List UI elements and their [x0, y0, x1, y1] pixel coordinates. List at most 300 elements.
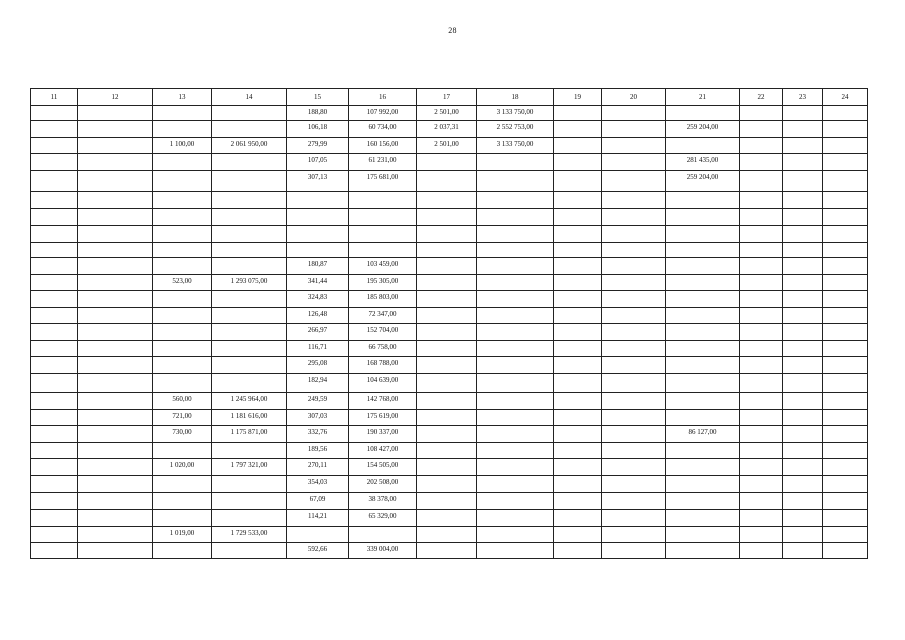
table-cell: [783, 459, 823, 476]
table-cell: [477, 357, 554, 374]
column-header: 20: [602, 89, 666, 106]
table-cell: [554, 476, 602, 493]
table-row: [31, 459, 868, 476]
table-cell: [31, 291, 78, 308]
table-cell: [554, 510, 602, 527]
table-row: [31, 527, 868, 543]
table-cell: [31, 493, 78, 510]
table-cell: [31, 106, 78, 121]
table-cell: [78, 393, 153, 410]
table-cell: [602, 527, 666, 543]
table-cell: [554, 291, 602, 308]
table-cell: [417, 171, 477, 192]
table-cell: [602, 275, 666, 291]
table-cell: [740, 171, 783, 192]
table-cell: [554, 527, 602, 543]
table-row: [31, 443, 868, 459]
table-cell: [31, 476, 78, 493]
table-cell: [78, 171, 153, 192]
table-cell: [417, 258, 477, 275]
table-cell: 66 758,00: [349, 341, 417, 357]
table-cell: [477, 154, 554, 171]
table-cell: [602, 209, 666, 226]
table-cell: [823, 258, 868, 275]
table-cell: [666, 493, 740, 510]
table-cell: [554, 493, 602, 510]
table-cell: [823, 426, 868, 443]
table-cell: [417, 209, 477, 226]
table-cell: [287, 209, 349, 226]
table-cell: [417, 308, 477, 324]
table-row: [31, 308, 868, 324]
table-cell: [783, 341, 823, 357]
table-cell: [31, 510, 78, 527]
table-cell: [740, 275, 783, 291]
table-cell: [153, 324, 212, 341]
table-cell: [212, 543, 287, 559]
table-cell: [823, 393, 868, 410]
table-cell: [666, 459, 740, 476]
table-cell: [602, 192, 666, 209]
table-cell: [666, 393, 740, 410]
table-cell: [417, 226, 477, 243]
table-cell: [417, 357, 477, 374]
table-cell: [212, 443, 287, 459]
table-cell: [823, 324, 868, 341]
table-cell: [417, 374, 477, 393]
column-header: 12: [78, 89, 153, 106]
table-cell: [78, 543, 153, 559]
table-cell: [417, 443, 477, 459]
table-cell: [78, 374, 153, 393]
table-cell: [417, 192, 477, 209]
table-cell: [823, 226, 868, 243]
table-cell: [823, 192, 868, 209]
table-cell: [554, 154, 602, 171]
table-cell: 560,00: [153, 393, 212, 410]
table-cell: [212, 341, 287, 357]
table-cell: [602, 138, 666, 154]
table-cell: 1 729 533,00: [212, 527, 287, 543]
table-cell: [31, 275, 78, 291]
table-cell: [554, 171, 602, 192]
table-cell: [666, 209, 740, 226]
table-cell: [602, 393, 666, 410]
table-cell: [783, 275, 823, 291]
table-row: [31, 493, 868, 510]
table-cell: [78, 192, 153, 209]
table-cell: [740, 209, 783, 226]
table-cell: [287, 226, 349, 243]
table-cell: [153, 443, 212, 459]
table-cell: [477, 510, 554, 527]
table-cell: [740, 357, 783, 374]
table-cell: [477, 426, 554, 443]
table-cell: [212, 291, 287, 308]
table-cell: 188,80: [287, 106, 349, 121]
table-row: [31, 171, 868, 192]
table-cell: [783, 291, 823, 308]
table-cell: 1 100,00: [153, 138, 212, 154]
table-row: [31, 275, 868, 291]
table-cell: [823, 493, 868, 510]
table-cell: [78, 121, 153, 138]
table-cell: 86 127,00: [666, 426, 740, 443]
table-cell: [212, 476, 287, 493]
table-cell: [740, 410, 783, 426]
table-cell: [554, 357, 602, 374]
table-cell: 307,03: [287, 410, 349, 426]
table-cell: [78, 138, 153, 154]
table-cell: [666, 527, 740, 543]
table-cell: 107,05: [287, 154, 349, 171]
table-cell: 202 508,00: [349, 476, 417, 493]
table-cell: [823, 510, 868, 527]
table-cell: [349, 209, 417, 226]
table-cell: [417, 410, 477, 426]
table-cell: [477, 493, 554, 510]
column-header: 19: [554, 89, 602, 106]
table-cell: 72 347,00: [349, 308, 417, 324]
table-cell: [740, 393, 783, 410]
table-cell: [212, 226, 287, 243]
table-cell: [666, 226, 740, 243]
table-cell: [349, 243, 417, 258]
table-cell: [477, 171, 554, 192]
table-row: [31, 226, 868, 243]
table-cell: [666, 443, 740, 459]
table-cell: [602, 243, 666, 258]
table-cell: 180,87: [287, 258, 349, 275]
table-cell: [666, 324, 740, 341]
table-cell: [78, 226, 153, 243]
table-cell: 106,18: [287, 121, 349, 138]
table-cell: [212, 209, 287, 226]
table-cell: [153, 209, 212, 226]
table-row: [31, 258, 868, 275]
table-cell: [602, 426, 666, 443]
column-header: 17: [417, 89, 477, 106]
table-cell: [823, 357, 868, 374]
table-cell: [554, 226, 602, 243]
table-cell: [740, 138, 783, 154]
table-cell: 1 797 321,00: [212, 459, 287, 476]
table-cell: 2 061 950,00: [212, 138, 287, 154]
table-cell: [823, 243, 868, 258]
table-cell: [417, 324, 477, 341]
table-cell: [823, 154, 868, 171]
table-cell: [153, 171, 212, 192]
table-cell: [153, 374, 212, 393]
table-cell: [78, 510, 153, 527]
table-cell: [78, 410, 153, 426]
table-cell: [417, 154, 477, 171]
table-row: [31, 121, 868, 138]
table-cell: [417, 476, 477, 493]
table-cell: [554, 341, 602, 357]
table-row: [31, 138, 868, 154]
table-cell: [740, 324, 783, 341]
table-cell: 354,03: [287, 476, 349, 493]
table-cell: [823, 209, 868, 226]
table-cell: [666, 291, 740, 308]
table-cell: 259 204,00: [666, 121, 740, 138]
table-cell: [212, 121, 287, 138]
table-cell: [477, 410, 554, 426]
table-cell: [783, 443, 823, 459]
table-cell: 2 037,31: [417, 121, 477, 138]
table-cell: 523,00: [153, 275, 212, 291]
table-cell: 160 156,00: [349, 138, 417, 154]
table-cell: [783, 171, 823, 192]
table-cell: [783, 209, 823, 226]
table-cell: [78, 291, 153, 308]
table-cell: [31, 138, 78, 154]
table-cell: 266,97: [287, 324, 349, 341]
table-cell: [740, 258, 783, 275]
table-cell: [602, 154, 666, 171]
table-cell: [349, 192, 417, 209]
table-row: [31, 476, 868, 493]
table-cell: [823, 291, 868, 308]
table-cell: [823, 275, 868, 291]
table-cell: [477, 243, 554, 258]
table-cell: [153, 121, 212, 138]
table-cell: [417, 291, 477, 308]
table-cell: 168 788,00: [349, 357, 417, 374]
table-row: [31, 291, 868, 308]
table-row: [31, 209, 868, 226]
table-cell: [477, 192, 554, 209]
table-cell: [666, 510, 740, 527]
table-cell: [783, 192, 823, 209]
table-cell: [417, 527, 477, 543]
table-cell: [740, 493, 783, 510]
table-cell: [602, 459, 666, 476]
table-cell: 1 175 871,00: [212, 426, 287, 443]
table-row: [31, 106, 868, 121]
table-cell: [740, 527, 783, 543]
table-cell: 1 020,00: [153, 459, 212, 476]
table-cell: [783, 374, 823, 393]
table-cell: [554, 121, 602, 138]
table-cell: [78, 209, 153, 226]
table-cell: [153, 243, 212, 258]
table-cell: 107 992,00: [349, 106, 417, 121]
table-row: [31, 243, 868, 258]
column-header: 24: [823, 89, 868, 106]
table-cell: [78, 106, 153, 121]
table-cell: [78, 275, 153, 291]
table-cell: [417, 275, 477, 291]
table-cell: [740, 510, 783, 527]
table-cell: [31, 426, 78, 443]
table-cell: [783, 226, 823, 243]
table-row: [31, 510, 868, 527]
table-cell: [78, 443, 153, 459]
table-cell: [602, 226, 666, 243]
table-cell: [554, 443, 602, 459]
table-row: [31, 154, 868, 171]
table-row: [31, 426, 868, 443]
table-cell: [602, 171, 666, 192]
table-cell: 2 501,00: [417, 106, 477, 121]
table-cell: [417, 543, 477, 559]
table-cell: [740, 154, 783, 171]
table-cell: [477, 324, 554, 341]
table-cell: [554, 258, 602, 275]
table-cell: [31, 341, 78, 357]
column-header: 23: [783, 89, 823, 106]
table-cell: [602, 291, 666, 308]
table-cell: 142 768,00: [349, 393, 417, 410]
table-cell: [287, 192, 349, 209]
column-header: 15: [287, 89, 349, 106]
table-cell: 60 734,00: [349, 121, 417, 138]
table-cell: [477, 374, 554, 393]
table-cell: [477, 291, 554, 308]
table-cell: 126,48: [287, 308, 349, 324]
table-cell: [554, 209, 602, 226]
table-row: [31, 324, 868, 341]
table-cell: [153, 154, 212, 171]
table-cell: [153, 357, 212, 374]
table-cell: [740, 106, 783, 121]
table-cell: [31, 226, 78, 243]
table-cell: [477, 476, 554, 493]
table-cell: [740, 308, 783, 324]
table-cell: [31, 459, 78, 476]
table-cell: [31, 243, 78, 258]
table-cell: [212, 357, 287, 374]
table-cell: [349, 226, 417, 243]
table-cell: [31, 209, 78, 226]
table-cell: [666, 357, 740, 374]
table-cell: [212, 258, 287, 275]
column-header: 21: [666, 89, 740, 106]
table-body: [31, 106, 868, 559]
table-cell: [212, 154, 287, 171]
table-cell: 190 337,00: [349, 426, 417, 443]
table-cell: [602, 410, 666, 426]
table-cell: [783, 106, 823, 121]
table-cell: [602, 258, 666, 275]
table-cell: [554, 243, 602, 258]
table-cell: 249,59: [287, 393, 349, 410]
table-cell: [823, 138, 868, 154]
table-cell: [153, 291, 212, 308]
table-cell: 104 639,00: [349, 374, 417, 393]
table-cell: [477, 341, 554, 357]
table-cell: [477, 443, 554, 459]
table-cell: 592,66: [287, 543, 349, 559]
table-cell: [31, 258, 78, 275]
table-cell: [212, 192, 287, 209]
table-cell: [417, 341, 477, 357]
table-cell: [783, 324, 823, 341]
table-cell: [417, 493, 477, 510]
table-row: [31, 410, 868, 426]
table-cell: [823, 443, 868, 459]
table-cell: [477, 275, 554, 291]
table-cell: 1 019,00: [153, 527, 212, 543]
table-cell: [78, 357, 153, 374]
table-cell: [666, 275, 740, 291]
table-cell: [554, 543, 602, 559]
table-cell: [212, 106, 287, 121]
table-cell: [740, 543, 783, 559]
table-cell: [477, 308, 554, 324]
table-cell: [602, 324, 666, 341]
table-cell: 103 459,00: [349, 258, 417, 275]
table-cell: [477, 226, 554, 243]
table-cell: 152 704,00: [349, 324, 417, 341]
table-cell: [78, 426, 153, 443]
table-cell: [823, 171, 868, 192]
table-cell: 730,00: [153, 426, 212, 443]
table-cell: [78, 459, 153, 476]
table-cell: [783, 476, 823, 493]
table-cell: 281 435,00: [666, 154, 740, 171]
table-row: [31, 192, 868, 209]
table-cell: [153, 258, 212, 275]
column-header: 11: [31, 89, 78, 106]
data-table: [30, 88, 868, 559]
table-cell: [477, 393, 554, 410]
column-header: 22: [740, 89, 783, 106]
table-cell: 108 427,00: [349, 443, 417, 459]
table-cell: [31, 308, 78, 324]
table-cell: 1 245 964,00: [212, 393, 287, 410]
table-cell: [153, 543, 212, 559]
table-cell: [823, 121, 868, 138]
table-cell: [602, 121, 666, 138]
table-cell: [212, 493, 287, 510]
table-cell: [153, 493, 212, 510]
table-cell: 195 305,00: [349, 275, 417, 291]
table-cell: [783, 527, 823, 543]
table-cell: [554, 374, 602, 393]
table-cell: [823, 308, 868, 324]
table-cell: [602, 308, 666, 324]
table-cell: 3 133 750,00: [477, 138, 554, 154]
table-cell: 182,94: [287, 374, 349, 393]
table-cell: [554, 410, 602, 426]
table-cell: [78, 154, 153, 171]
table-cell: [417, 393, 477, 410]
table-cell: 332,76: [287, 426, 349, 443]
table-cell: [31, 171, 78, 192]
table-cell: [666, 341, 740, 357]
table-cell: 154 505,00: [349, 459, 417, 476]
table-cell: [477, 209, 554, 226]
table-cell: [31, 527, 78, 543]
table-cell: [31, 121, 78, 138]
table-cell: [783, 308, 823, 324]
table-cell: 175 619,00: [349, 410, 417, 426]
table-cell: 116,71: [287, 341, 349, 357]
table-cell: [783, 154, 823, 171]
table-cell: [554, 192, 602, 209]
table-cell: [666, 476, 740, 493]
table-header: [31, 89, 868, 106]
table-cell: 295,08: [287, 357, 349, 374]
table-cell: 185 803,00: [349, 291, 417, 308]
table-cell: [783, 510, 823, 527]
table-cell: [666, 258, 740, 275]
table-cell: [78, 493, 153, 510]
table-cell: [31, 393, 78, 410]
